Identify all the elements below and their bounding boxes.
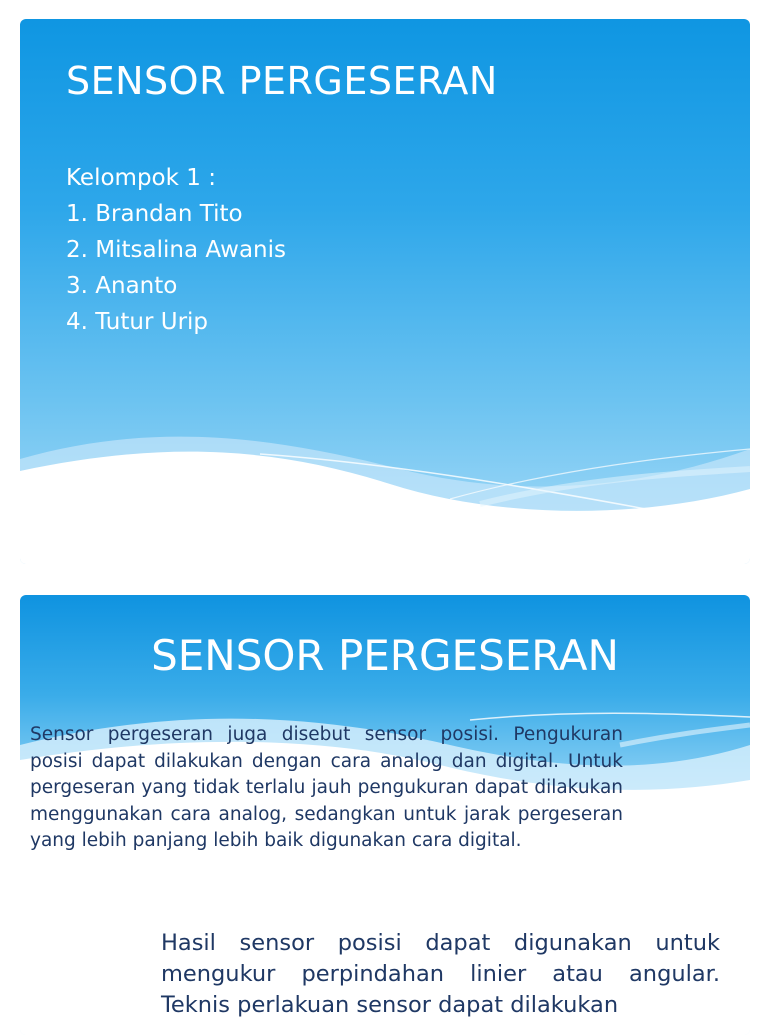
title-slide xyxy=(20,19,750,564)
member-item: 2. Mitsalina Awanis xyxy=(66,237,287,263)
content-slide xyxy=(20,595,750,1035)
member-item: 1. Brandan Tito xyxy=(66,201,243,227)
group-members xyxy=(66,160,286,340)
slide-title: SENSOR PERGESERAN xyxy=(66,59,498,103)
member-item: 3. Ananto xyxy=(66,273,178,299)
slide-title: SENSOR PERGESERAN xyxy=(151,631,619,680)
body-paragraph: Sensor pergeseran juga disebut sensor posisi. Pengukuran posisi dapat dilakukan dengan cara analog dan digital. Untuk pergeseran yang tidak terlalu jauh pengukuran dapat dilakukan menggunakan cara analog, sedangkan untuk jarak pergeseran yang lebih panjang lebih baik digunakan cara digital. xyxy=(30,724,623,851)
group-label: Kelompok 1 : xyxy=(66,165,216,191)
member-item: 4. Tutur Urip xyxy=(66,309,209,335)
body-paragraph: Hasil sensor posisi dapat digunakan untuk mengukur perpindahan linier atau angular. Teknis perlakuan sensor dapat dilakukan xyxy=(161,930,720,1018)
